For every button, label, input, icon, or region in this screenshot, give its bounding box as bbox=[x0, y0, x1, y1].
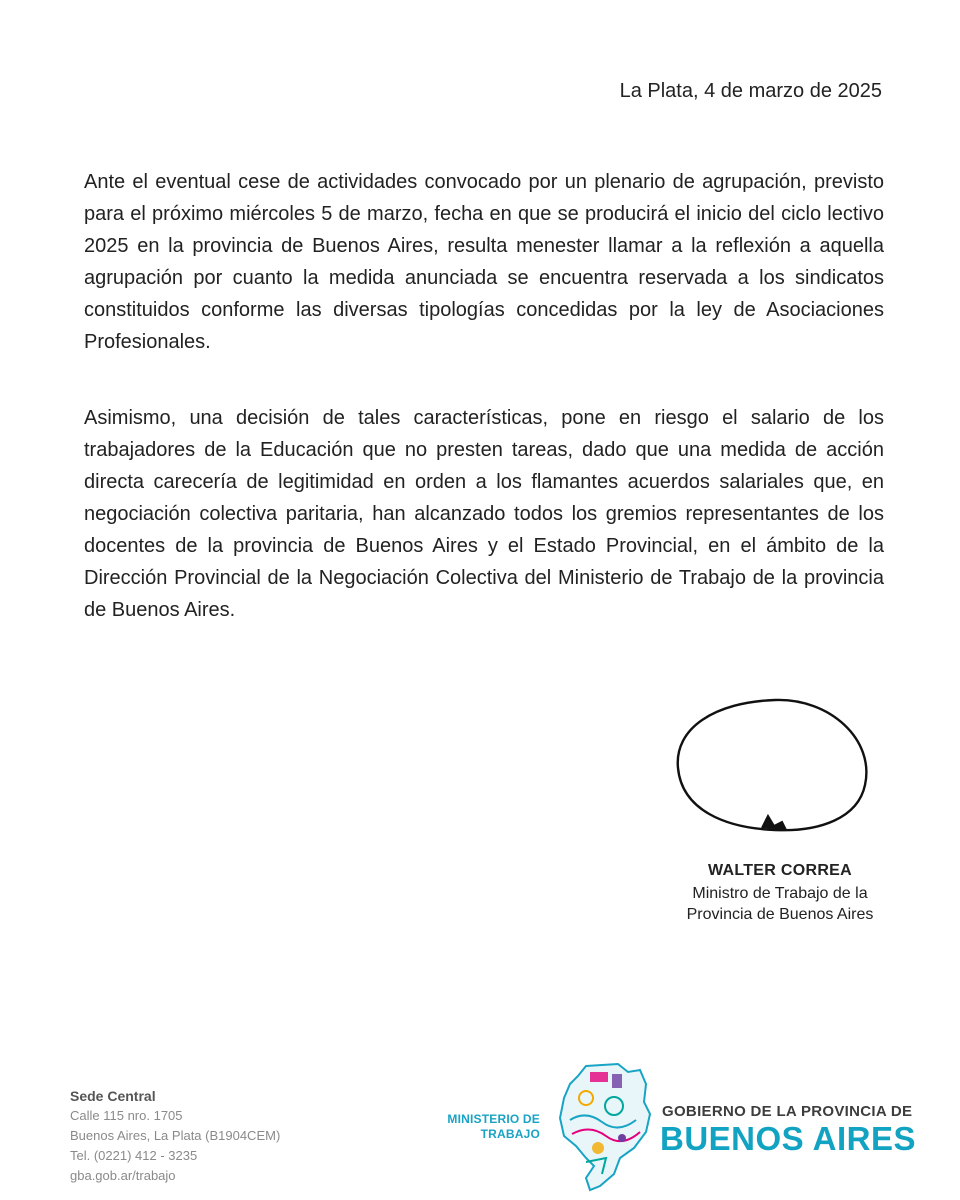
footer-address bbox=[70, 1086, 280, 1186]
signer-name: WALTER CORREA bbox=[707, 862, 853, 879]
buenos-aires-logo-text: BUENOS AIRES bbox=[660, 1120, 916, 1157]
signer-role: Ministro de Trabajo de la bbox=[692, 885, 868, 902]
province-map-logo-icon bbox=[556, 1062, 652, 1192]
signer-role: Provincia de Buenos Aires bbox=[686, 906, 874, 923]
paragraph-1: Ante el eventual cese de actividades convocado por un plenario de agrupación, previsto para el próximo miércoles 5 de marzo, fecha en que se producirá el inicio del ciclo lectivo 2025 en la provincia de Buenos Aires, resulta menester llamar a la reflexión a aquella agrupación por cuanto la medida anunciada se encuentra reservada a los sindicatos constituidos conforme las diversas tipologías concedidas por la ley de Asociaciones Profesionales. bbox=[84, 171, 884, 353]
letter-date: La Plata, 4 de marzo de 2025 bbox=[619, 80, 882, 102]
paragraph-2: Asimismo, una decisión de tales características, pone en riesgo el salario de los trabajadores de la Educación que no presten tareas, dado que una medida de acción directa carecería de legitimidad en orden a los flamantes acuerdos salariales que, en negociación colectiva paritaria, han alcanzado todos los gremios representantes de los docentes de la provincia de Buenos Aires y el Estado Provincial, en el ámbito de la Dirección Provincial de la Negociación Colectiva del Ministerio de Trabajo de la provincia de Buenos Aires. bbox=[84, 407, 884, 621]
address-web: gba.gob.ar/trabajo bbox=[70, 1168, 176, 1183]
address-heading: Sede Central bbox=[70, 1088, 156, 1104]
address-phone: Tel. (0221) 412 - 3235 bbox=[70, 1148, 198, 1163]
ministerio-line2: TRABAJO bbox=[480, 1127, 540, 1141]
address-street: Calle 115 nro. 1705 bbox=[70, 1108, 183, 1123]
address-city: Buenos Aires, La Plata (B1904CEM) bbox=[70, 1128, 281, 1143]
signature bbox=[670, 690, 880, 840]
ministerio-line1: MINISTERIO DE bbox=[447, 1112, 540, 1126]
ministerio-label bbox=[428, 1112, 540, 1142]
gobierno-label: GOBIERNO DE LA PROVINCIA DE bbox=[662, 1103, 913, 1120]
